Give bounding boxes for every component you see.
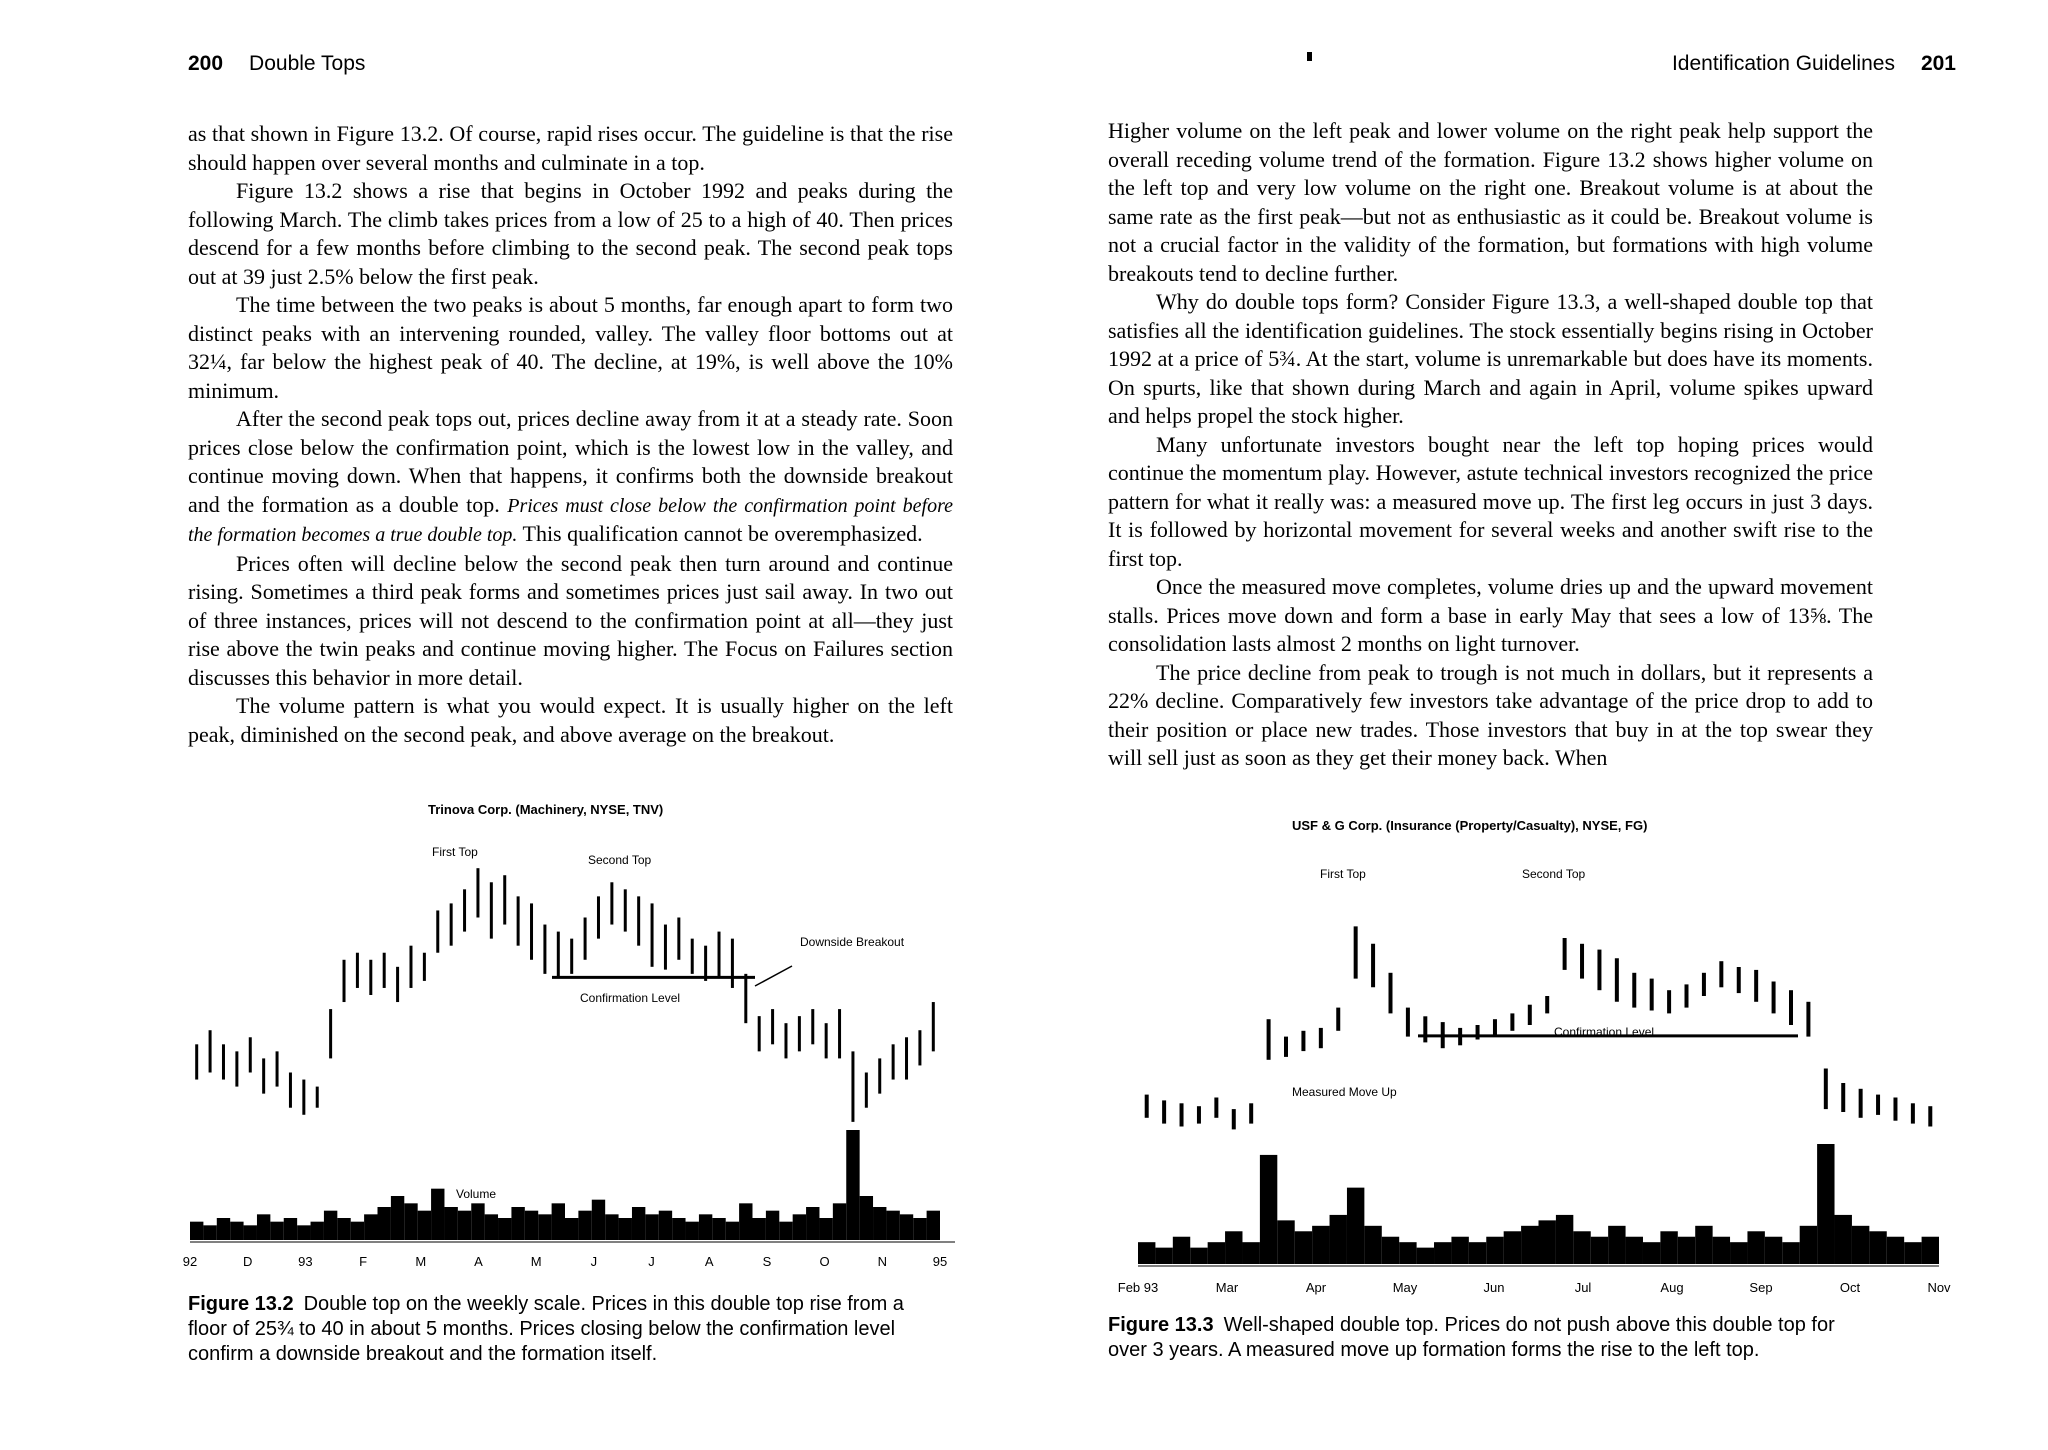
x-tick-label: Feb 93 bbox=[1117, 1280, 1159, 1295]
volume-bar bbox=[378, 1207, 391, 1240]
figure-13-2-volume-label: Volume bbox=[456, 1187, 497, 1201]
volume-bar bbox=[672, 1218, 685, 1240]
figure-13-2-caption-label: Figure 13.2 bbox=[188, 1293, 294, 1315]
volume-bar bbox=[819, 1218, 832, 1240]
volume-bar bbox=[1364, 1226, 1381, 1264]
volume-bar bbox=[431, 1189, 444, 1240]
x-tick-label: 93 bbox=[298, 1254, 313, 1269]
figure-13-2-price-bars bbox=[197, 868, 934, 1122]
volume-bar bbox=[203, 1225, 216, 1240]
left-paragraph-4 bbox=[188, 405, 953, 550]
volume-bar bbox=[1835, 1215, 1852, 1264]
volume-bar bbox=[471, 1203, 484, 1240]
volume-bar bbox=[1155, 1248, 1172, 1264]
volume-bar bbox=[1782, 1242, 1799, 1264]
figure-13-2-title: Trinova Corp. (Machinery, NYSE, TNV) bbox=[428, 802, 664, 817]
figure-13-3-measured-move-label: Measured Move Up bbox=[1292, 1085, 1397, 1099]
volume-bar bbox=[699, 1214, 712, 1240]
volume-bar bbox=[592, 1200, 605, 1240]
right-running-head bbox=[1672, 52, 1956, 76]
volume-bar bbox=[1190, 1248, 1207, 1264]
volume-bar bbox=[712, 1218, 725, 1240]
volume-bar bbox=[779, 1222, 792, 1240]
volume-bar bbox=[686, 1222, 699, 1240]
volume-bar bbox=[766, 1211, 779, 1240]
volume-bar bbox=[1573, 1231, 1590, 1264]
volume-bar bbox=[1451, 1237, 1468, 1264]
x-tick-label: 92 bbox=[182, 1254, 198, 1269]
volume-bar bbox=[311, 1222, 324, 1240]
volume-bar bbox=[1852, 1226, 1869, 1264]
volume-bar bbox=[565, 1218, 578, 1240]
left-paragraph-6: The volume pattern is what you would expect. It is usually higher on the left peak, diminished on the second peak, and above average on the breakout. bbox=[188, 693, 953, 747]
volume-bar bbox=[873, 1207, 886, 1240]
volume-bar bbox=[1800, 1226, 1817, 1264]
volume-bar bbox=[485, 1214, 498, 1240]
volume-bar bbox=[1695, 1226, 1712, 1264]
figure-13-2-confirmation-label: Confirmation Level bbox=[580, 991, 681, 1005]
figure-13-3-price-bars bbox=[1147, 926, 1931, 1129]
left-body-text bbox=[188, 120, 953, 749]
volume-bar bbox=[230, 1222, 243, 1240]
volume-bar bbox=[1434, 1242, 1451, 1264]
volume-bar bbox=[1225, 1231, 1242, 1264]
x-tick-label: M bbox=[415, 1254, 427, 1269]
volume-bar bbox=[1887, 1237, 1904, 1264]
volume-bar bbox=[1904, 1242, 1921, 1264]
x-tick-label: Oct bbox=[1839, 1280, 1861, 1295]
x-tick-label: Jun bbox=[1483, 1280, 1505, 1295]
volume-bar bbox=[391, 1196, 404, 1240]
volume-bar bbox=[1521, 1226, 1538, 1264]
volume-bar bbox=[1138, 1242, 1155, 1264]
x-tick-label: May bbox=[1392, 1280, 1418, 1295]
volume-bar bbox=[645, 1214, 658, 1240]
volume-bar bbox=[190, 1222, 203, 1240]
volume-bar bbox=[1626, 1237, 1643, 1264]
volume-bar bbox=[1173, 1237, 1190, 1264]
volume-bar bbox=[659, 1211, 672, 1240]
page-mark bbox=[1307, 52, 1312, 61]
x-tick-label: S bbox=[762, 1254, 772, 1269]
x-tick-label: J bbox=[648, 1254, 655, 1269]
volume-bar bbox=[1208, 1242, 1225, 1264]
right-paragraph-3: Many unfortunate investors bought near the left top hoping prices would continue the momentum play. However, astute technical investors recognized the price pattern for what it really was: a measured move up. The first leg occurs in just 3 days. It is followed by horizontal movement for several weeks and another swift rise to the first top. bbox=[1108, 431, 1873, 571]
figure-13-3-confirmation-label: Confirmation Level bbox=[1554, 1025, 1655, 1039]
right-running-title: Identification Guidelines bbox=[1671, 52, 1895, 75]
volume-bar bbox=[900, 1214, 913, 1240]
volume-bar bbox=[605, 1214, 618, 1240]
figure-13-3-caption-text: Well-shaped double top. Prices do not push above this double top for over 3 years. A measured move up formation forms the rise to the left top. bbox=[1108, 1314, 1835, 1361]
volume-bar bbox=[1469, 1242, 1486, 1264]
x-tick-label: O bbox=[819, 1254, 830, 1269]
volume-bar bbox=[538, 1214, 551, 1240]
figure-13-2-breakout-label: Downside Breakout bbox=[800, 935, 905, 949]
volume-bar bbox=[257, 1214, 270, 1240]
volume-bar bbox=[739, 1203, 752, 1240]
volume-bar bbox=[1260, 1155, 1277, 1264]
x-tick-label: Jul bbox=[1574, 1280, 1592, 1295]
volume-bar bbox=[1242, 1242, 1259, 1264]
volume-bar bbox=[324, 1211, 337, 1240]
volume-bar bbox=[1486, 1237, 1503, 1264]
x-tick-label: Apr bbox=[1305, 1280, 1327, 1295]
volume-bar bbox=[418, 1211, 431, 1240]
x-tick-label: A bbox=[474, 1254, 483, 1269]
volume-bar bbox=[217, 1218, 230, 1240]
volume-bar bbox=[351, 1222, 364, 1240]
x-tick-label: F bbox=[359, 1254, 368, 1269]
x-tick-label: Aug bbox=[1660, 1280, 1684, 1295]
volume-bar bbox=[578, 1211, 591, 1240]
left-paragraph-4-tail: This qualification cannot be overemphasized. bbox=[517, 521, 923, 546]
volume-bar bbox=[1869, 1231, 1886, 1264]
volume-bar bbox=[619, 1218, 632, 1240]
figure-13-2-volume-bars bbox=[190, 1130, 940, 1240]
volume-bar bbox=[444, 1207, 457, 1240]
volume-bar bbox=[1730, 1242, 1747, 1264]
volume-bar bbox=[1817, 1144, 1834, 1264]
figure-13-3-chart bbox=[1094, 840, 1954, 1310]
volume-bar bbox=[726, 1222, 739, 1240]
volume-bar bbox=[793, 1214, 806, 1240]
right-page-number: 201 bbox=[1920, 52, 1956, 75]
volume-bar bbox=[1399, 1242, 1416, 1264]
x-tick-label: Sep bbox=[1749, 1280, 1773, 1295]
volume-bar bbox=[458, 1211, 471, 1240]
volume-bar bbox=[806, 1207, 819, 1240]
volume-bar bbox=[552, 1203, 565, 1240]
left-paragraph-5: Prices often will decline below the second peak then turn around and continue rising. Sometimes a third peak forms and sometimes prices just sail away. In two out of three instances, prices will not descend to the confirmation point at all—they just rise above the twin peaks and continue moving higher. The Focus on Failures section discusses this behavior in more detail. bbox=[188, 550, 953, 690]
volume-bar bbox=[1312, 1226, 1329, 1264]
volume-bar bbox=[498, 1218, 511, 1240]
volume-bar bbox=[1922, 1237, 1939, 1264]
volume-bar bbox=[1539, 1220, 1556, 1264]
figure-13-3-caption-label: Figure 13.3 bbox=[1108, 1314, 1214, 1336]
volume-bar bbox=[1295, 1231, 1312, 1264]
figure-13-2-breakout-arrow bbox=[755, 966, 792, 986]
volume-bar bbox=[244, 1225, 257, 1240]
volume-bar bbox=[511, 1207, 524, 1240]
volume-bar bbox=[927, 1211, 940, 1240]
volume-bar bbox=[404, 1203, 417, 1240]
left-paragraph-2: Figure 13.2 shows a rise that begins in October 1992 and peaks during the following March. The climb takes prices from a low of 25 to a high of 40. Then prices descend for a few months before climbing to the second peak. The second peak tops out at 39 just 2.5% below the first peak. bbox=[188, 178, 953, 289]
volume-bar bbox=[913, 1218, 926, 1240]
volume-bar bbox=[833, 1203, 846, 1240]
x-tick-label: Mar bbox=[1215, 1280, 1239, 1295]
figure-13-3-title: USF & G Corp. (Insurance (Property/Casualty), NYSE, FG) bbox=[1292, 818, 1648, 833]
left-paragraph-1: as that shown in Figure 13.2. Of course, rapid rises occur. The guideline is that the rise should happen over several months and culminate in a top. bbox=[188, 121, 953, 175]
volume-bar bbox=[1608, 1226, 1625, 1264]
volume-bar bbox=[1347, 1188, 1364, 1264]
volume-bar bbox=[1713, 1237, 1730, 1264]
right-paragraph-5: The price decline from peak to trough is not much in dollars, but it represents a 22% decline. Comparatively few investors take advantage of the price drop to add to their position or place new trades. Those investors that buy in at the top swear they will sell just as soon as they get their money back. When bbox=[1108, 659, 1873, 770]
volume-bar bbox=[1678, 1237, 1695, 1264]
left-running-head bbox=[188, 52, 365, 76]
volume-bar bbox=[1747, 1231, 1764, 1264]
figure-13-2-second-top-label: Second Top bbox=[588, 853, 652, 867]
volume-bar bbox=[1277, 1220, 1294, 1264]
left-running-title: Double Tops bbox=[249, 52, 366, 75]
figure-13-3-x-ticks bbox=[1118, 1280, 1951, 1295]
volume-bar bbox=[284, 1218, 297, 1240]
volume-bar bbox=[860, 1196, 873, 1240]
volume-bar bbox=[270, 1222, 283, 1240]
left-paragraph-4-text: After the second peak tops out, prices decline away from it at a steady rate. Soon prices close below the confirmation point, which is the lowest low in the valley, and continue moving down. When that happens, it confirms both the downside breakout and the formation as a double top. bbox=[188, 406, 953, 517]
volume-bar bbox=[364, 1214, 377, 1240]
volume-bar bbox=[1591, 1237, 1608, 1264]
volume-bar bbox=[1504, 1231, 1521, 1264]
volume-bar bbox=[1643, 1242, 1660, 1264]
right-body-text bbox=[1108, 117, 1873, 773]
x-tick-label: N bbox=[877, 1254, 888, 1269]
volume-bar bbox=[846, 1130, 859, 1240]
left-page-number: 200 bbox=[188, 52, 224, 75]
volume-bar bbox=[886, 1211, 899, 1240]
figure-13-3-second-top-label: Second Top bbox=[1522, 867, 1586, 881]
figure-13-2-chart bbox=[180, 820, 960, 1290]
volume-bar bbox=[1417, 1248, 1434, 1264]
left-paragraph-3: The time between the two peaks is about 5 months, far enough apart to form two distinct peaks with an intervening rounded, valley. The valley floor bottoms out at 32¼, far below the highest peak of 40. The decline, at 19%, is well above the 10% minimum. bbox=[188, 292, 953, 403]
figure-13-2-caption-text: Double top on the weekly scale. Prices in this double top rise from a floor of 25¾ to 40 in about 5 months. Prices closing below the confirmation level confirm a downside breakout and the formation itself. bbox=[188, 1293, 904, 1365]
right-paragraph-2: Why do double tops form? Consider Figure 13.3, a well-shaped double top that satisfies all the identification guidelines. The stock essentially begins rising in October 1992 at a price of 5¾. At the start, volume is unremarkable but does have its moments. On spurts, like that shown during March and again in April, volume spikes upward and helps propel the stock higher. bbox=[1108, 289, 1873, 428]
volume-bar bbox=[1330, 1215, 1347, 1264]
right-page bbox=[1024, 0, 2048, 1450]
volume-bar bbox=[525, 1211, 538, 1240]
figure-13-2-first-top-label: First Top bbox=[432, 845, 478, 859]
figure-13-3-first-top-label: First Top bbox=[1320, 867, 1366, 881]
figure-13-2-x-ticks bbox=[183, 1254, 947, 1269]
volume-bar bbox=[1765, 1237, 1782, 1264]
volume-bar bbox=[1660, 1231, 1677, 1264]
figure-13-2-caption bbox=[188, 1292, 948, 1367]
right-paragraph-4: Once the measured move completes, volume dries up and the upward movement stalls. Prices move down and form a base in early May that sees a low of 13⅝. The consolidation lasts almost 2 months on light turnover. bbox=[1108, 574, 1873, 656]
volume-bar bbox=[753, 1218, 766, 1240]
left-paragraph-4-italic: Prices must close below the confirmation point before the formation becomes a true double top. bbox=[188, 494, 953, 546]
x-tick-label: M bbox=[530, 1254, 542, 1269]
volume-bar bbox=[337, 1218, 350, 1240]
volume-bar bbox=[1556, 1215, 1573, 1264]
right-paragraph-1: Higher volume on the left peak and lower volume on the right peak help support the overall receding volume trend of the formation. Figure 13.2 shows higher volume on the left top and very low volume on the right one. Breakout volume is at about the same rate as the first peak—but not as enthusiastic as it could be. Breakout volume is not a crucial factor in the validity of the formation, but formations with high volume breakouts tend to decline further. bbox=[1108, 118, 1873, 286]
x-tick-label: D bbox=[242, 1254, 253, 1269]
figure-13-3-volume-bars bbox=[1138, 1144, 1939, 1264]
x-tick-label: A bbox=[704, 1254, 714, 1269]
x-tick-label: 95 bbox=[932, 1254, 948, 1269]
x-tick-label: J bbox=[590, 1254, 598, 1269]
figure-13-3-caption bbox=[1108, 1313, 1868, 1363]
volume-bar bbox=[632, 1207, 645, 1240]
volume-bar bbox=[1382, 1237, 1399, 1264]
x-tick-label: Nov bbox=[1927, 1280, 1951, 1295]
volume-bar bbox=[297, 1225, 310, 1240]
